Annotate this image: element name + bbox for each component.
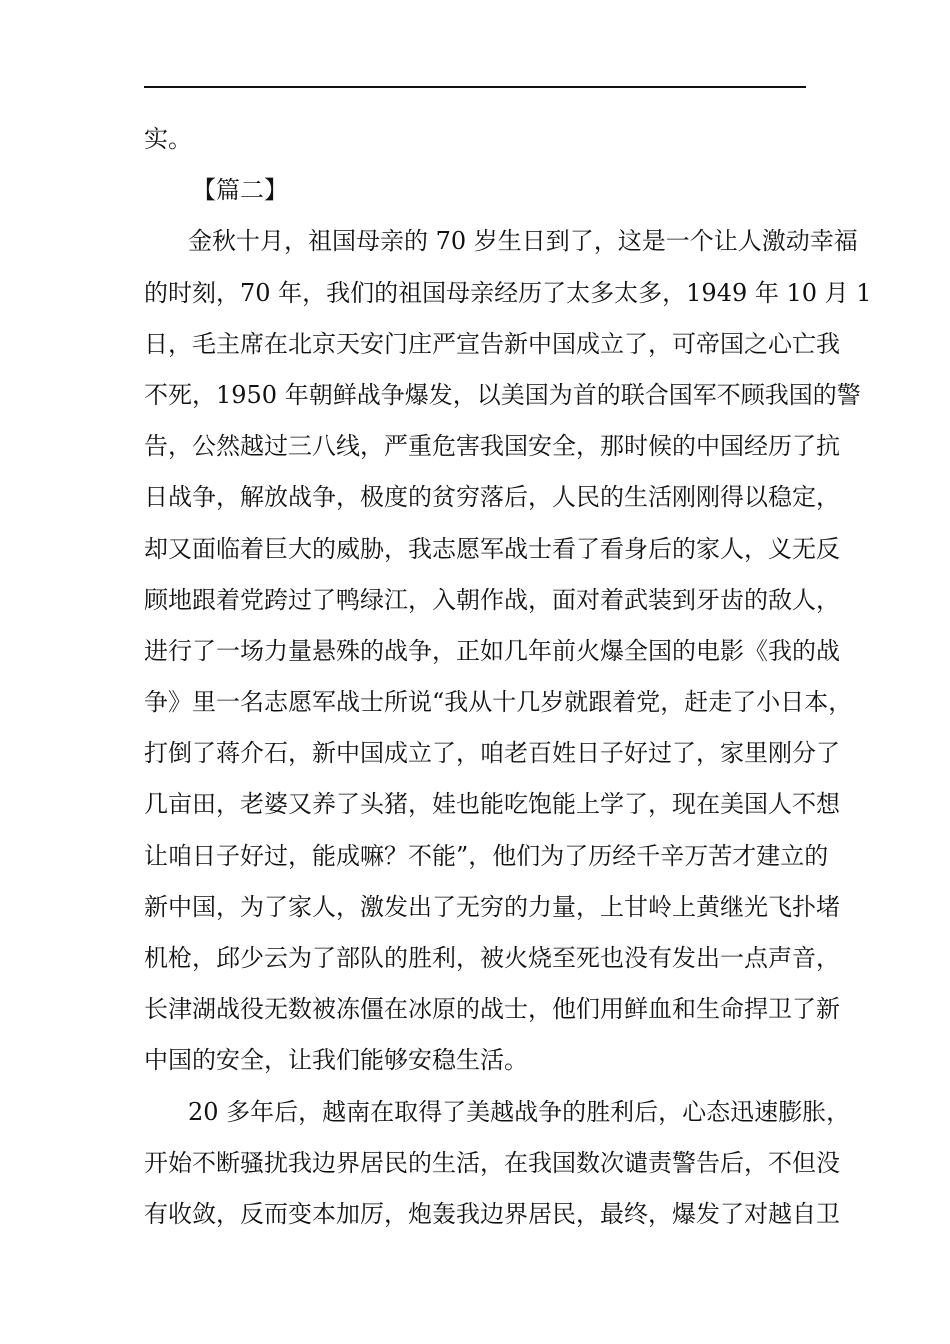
text-line: 开始不断骚扰我边界居民的生活，在我国数次谴责警告后，不但没 (144, 1148, 840, 1177)
text-line: 的时刻，70 年，我们的祖国母亲经历了太多太多，1949 年 10 月 1 (144, 278, 872, 307)
text-line: 几亩田，老婆又养了头猪，娃也能吃饱能上学了，现在美国人不想 (144, 790, 840, 819)
header-rule (144, 86, 806, 88)
text-line: 中国的安全，让我们能够安稳生活。 (144, 1046, 528, 1075)
text-line: 不死，1950 年朝鲜战争爆发，以美国为首的联合国军不顾我国的警 (144, 380, 861, 409)
paragraph-first-line: 20 多年后，越南在取得了美越战争的胜利后，心态迅速膨胀， (188, 1097, 851, 1126)
text-line: 顾地跟着党跨过了鸭绿江，入朝作战，面对着武装到牙齿的敌人， (144, 585, 840, 614)
text-line: 争》里一名志愿军战士所说“我从十几岁就跟着党，赶走了小日本， (144, 688, 853, 717)
text-line: 日，毛主席在北京天安门庄严宣告新中国成立了，可帝国之心亡我 (144, 329, 840, 358)
paragraph-first-line: 金秋十月，祖国母亲的 70 岁生日到了，这是一个让人激动幸福 (188, 227, 858, 256)
text-line: 机枪，邱少云为了部队的胜利，被火烧至死也没有发出一点声音， (144, 944, 840, 972)
text-line: 长津湖战役无数被冻僵在冰原的战士，他们用鲜血和生命捍卫了新 (144, 995, 840, 1024)
section-heading: 【篇二】 (192, 176, 288, 205)
text-line: 打倒了蒋介石，新中国成立了，咱老百姓日子好过了，家里刚分了 (144, 739, 840, 768)
text-line: 告，公然越过三八线，严重危害我国安全，那时候的中国经历了抗 (144, 432, 840, 461)
text-line: 有收敛，反而变本加厉，炮轰我边界居民，最终，爆发了对越自卫 (144, 1199, 840, 1228)
document-body (144, 114, 872, 1240)
text-line: 日战争，解放战争，极度的贫穷落后，人民的生活刚刚得以稳定， (144, 483, 840, 512)
text-line: 新中国，为了家人，激发出了无穷的力量，上甘岭上黄继光飞扑堵 (144, 892, 840, 921)
text-line: 进行了一场力量悬殊的战争，正如几年前火爆全国的电影《我的战 (144, 636, 840, 665)
text-line: 却又面临着巨大的威胁，我志愿军战士看了看身后的家人，义无反 (144, 534, 840, 563)
text-line: 让咱日子好过，能成嘛？不能”，他们为了历经千辛万苦才建立的 (144, 841, 829, 870)
text-line: 实。 (144, 125, 192, 153)
